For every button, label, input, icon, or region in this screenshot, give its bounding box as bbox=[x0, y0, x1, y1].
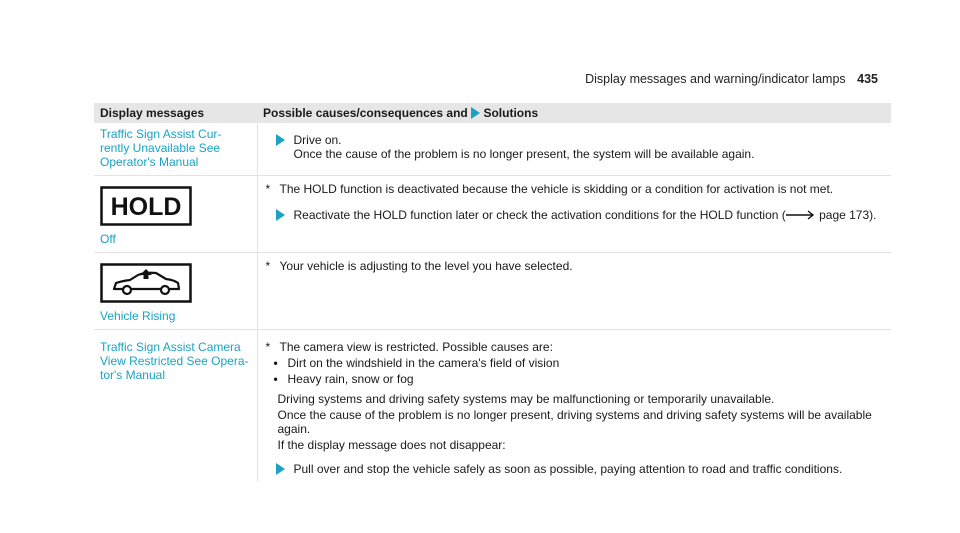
col-header-solutions-text: Solutions bbox=[483, 106, 539, 120]
hold-icon-label: HOLD bbox=[110, 193, 182, 221]
section-title: Display messages and warning/indicator lamps bbox=[585, 72, 846, 86]
page-number: 435 bbox=[857, 72, 878, 86]
col-header-causes-text: Possible causes/consequences and bbox=[263, 106, 468, 120]
table-header-row bbox=[94, 103, 891, 123]
step-text: Reactivate the HOLD function later or check the activation conditions for the HOLD function ( bbox=[293, 208, 786, 222]
solution-step bbox=[264, 462, 886, 476]
bullet-icon: • bbox=[273, 356, 278, 370]
paragraph: Driving systems and driving safety systems may be malfunctioning or temporarily unavailable. bbox=[277, 392, 775, 406]
message-cell bbox=[94, 176, 257, 253]
paragraph: If the display message does not disappear: bbox=[277, 438, 506, 452]
message-text: Traffic Sign Assist Camera View Restricted See Opera- tor's Manual bbox=[100, 340, 249, 382]
step-text: Pull over and stop the vehicle safely as soon as possible, paying attention to road and traffic conditions. bbox=[293, 462, 843, 476]
list-item bbox=[264, 372, 886, 386]
message-text: Vehicle Rising bbox=[100, 309, 176, 323]
note-text: The HOLD function is deactivated because the vehicle is skidding or a condition for activation is not met. bbox=[279, 182, 834, 196]
solution-cell bbox=[257, 330, 891, 483]
table-row bbox=[94, 123, 891, 176]
page-reference-arrow-icon bbox=[786, 210, 816, 220]
bullet-text: Dirt on the windshield in the camera's field of vision bbox=[287, 356, 560, 370]
page-reference-link[interactable]: page 173). bbox=[819, 208, 877, 222]
note-text: The camera view is restricted. Possible causes are: bbox=[279, 340, 553, 354]
col-header-display-messages: Display messages bbox=[94, 103, 257, 123]
table-row bbox=[94, 176, 891, 253]
vehicle-level-up-icon bbox=[100, 263, 192, 303]
arrow-right-icon bbox=[471, 107, 480, 119]
bullet-icon: • bbox=[273, 372, 278, 386]
running-head bbox=[585, 72, 878, 86]
message-cell bbox=[94, 123, 257, 176]
display-messages-table bbox=[94, 103, 891, 482]
table-row bbox=[94, 253, 891, 330]
arrow-right-icon bbox=[276, 209, 285, 221]
arrow-right-icon bbox=[276, 134, 285, 146]
solution-cell bbox=[257, 176, 891, 253]
list-item bbox=[264, 356, 886, 370]
message-text: Traffic Sign Assist Cur- rently Unavailable See Operator's Manual bbox=[100, 127, 222, 169]
note: * Your vehicle is adjusting to the level you have selected. bbox=[265, 259, 573, 273]
hold-icon bbox=[100, 186, 192, 226]
arrow-right-icon bbox=[276, 463, 285, 475]
bullet-text: Heavy rain, snow or fog bbox=[287, 372, 414, 386]
step-label: Drive on. bbox=[293, 133, 342, 147]
message-cell bbox=[94, 253, 257, 330]
message-text: Off bbox=[100, 232, 116, 246]
col-header-causes bbox=[257, 103, 891, 123]
solution-cell bbox=[257, 123, 891, 176]
solution-step bbox=[264, 133, 886, 161]
paragraph: Once the cause of the problem is no longer present, driving systems and driving safety systems will be available again. bbox=[277, 408, 872, 436]
table-row bbox=[94, 330, 891, 483]
note: * The camera view is restricted. Possible causes are: bbox=[265, 340, 553, 354]
note-text: Your vehicle is adjusting to the level you have selected. bbox=[279, 259, 573, 273]
solution-step bbox=[264, 208, 886, 222]
solution-cell bbox=[257, 253, 891, 330]
note: * The HOLD function is deactivated because the vehicle is skidding or a condition for activation is not met. bbox=[265, 182, 834, 196]
step-text: Once the cause of the problem is no longer present, the system will be available again. bbox=[293, 147, 755, 161]
message-cell bbox=[94, 330, 257, 483]
